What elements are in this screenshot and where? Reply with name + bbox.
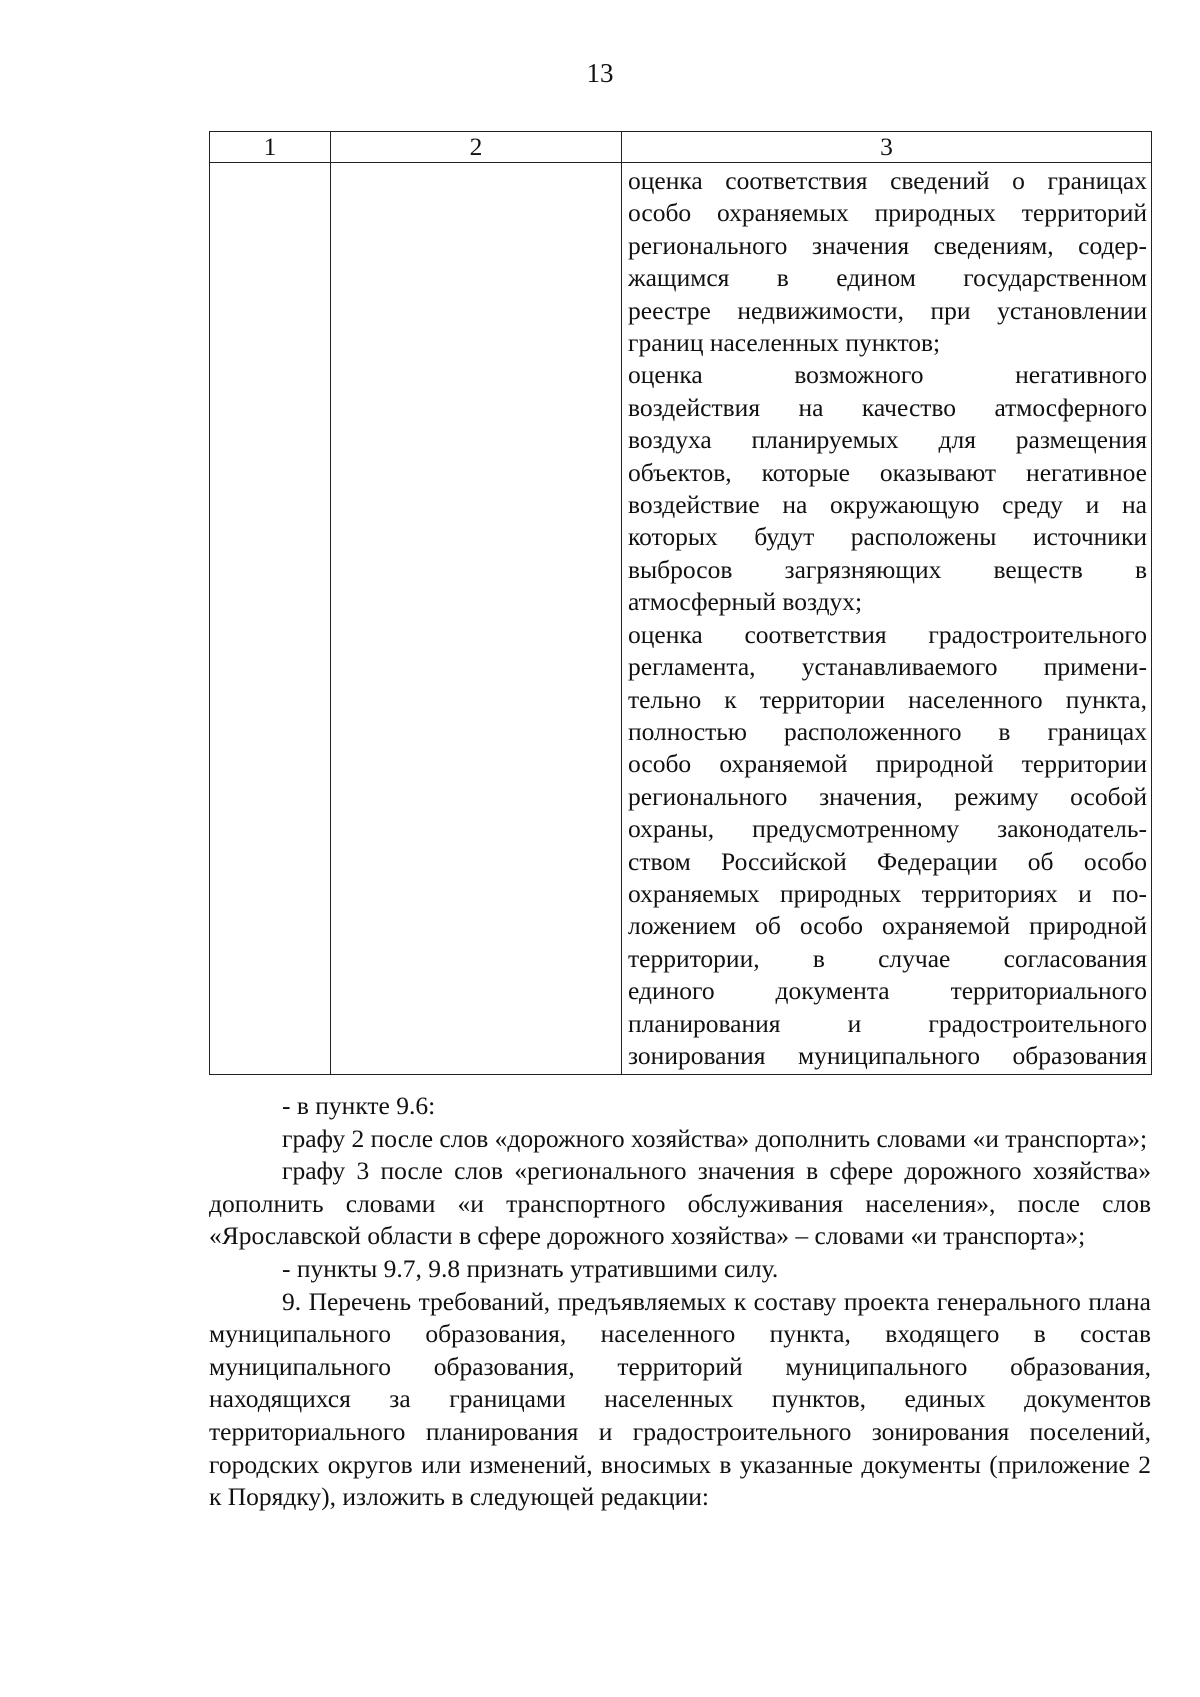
table-cell-line: единого документа территориального	[628, 976, 1147, 1006]
table-cell-line: оценка соответствия сведений о границах	[628, 166, 1147, 195]
table-cell-line: реестре недвижимости, при установлении	[628, 295, 1147, 325]
table-cell-line: воздействия на качество атмосферного	[628, 392, 1147, 422]
cell-col-3	[622, 163, 1152, 1075]
cell-col-3-text	[622, 163, 1151, 1074]
table-cell-line: тельно к территории населенного пункта,	[628, 684, 1147, 714]
requirements-table	[209, 131, 1152, 1075]
table-cell-line: воздуха планируемых для размещения	[628, 425, 1147, 455]
page-number: 13	[586, 58, 614, 88]
paragraph-repeal: - пункты 9.7, 9.8 признать утратившими силу.	[282, 1253, 779, 1283]
table-cell-line: планирования и градостроительного	[628, 1008, 1147, 1038]
body-text	[209, 1090, 1151, 1514]
table-header-row	[210, 132, 1152, 163]
table-cell-line: выбросов загрязняющих веществ в	[628, 554, 1147, 584]
table-cell-line: территории, в случае согласования	[628, 943, 1147, 973]
column-header-2: 2	[331, 132, 622, 163]
table-cell-line: полностью расположенного в границах	[628, 716, 1147, 746]
table-cell-line: границ населенных пунктов;	[628, 328, 941, 358]
table-cell-line: атмосферный воздух;	[628, 587, 863, 617]
cell-col-2	[331, 163, 622, 1075]
table-cell-line: зонирования муниципального образования	[628, 1040, 1147, 1070]
table-cell-line: которых будут расположены источники	[628, 522, 1147, 552]
table-cell-line: жащимся в едином государственном	[628, 263, 1147, 293]
table-cell-line: регионального значения сведениям, содер-	[628, 230, 1147, 260]
table-cell-line: охраны, предусмотренному законодатель-	[628, 814, 1147, 844]
table-cell-line: регионального значения, режиму особой	[628, 781, 1147, 811]
table-cell-line: охраняемых природных территориях и по-	[628, 878, 1147, 908]
table-cell-line: объектов, которые оказывают негативное	[628, 457, 1147, 487]
table-cell-line: особо охраняемой природной территории	[628, 749, 1147, 779]
cell-col-1	[210, 163, 331, 1075]
paragraph-column-2: графу 2 после слов «дорожного хозяйства» дополнить словами «и транспорта»;	[282, 1123, 1148, 1153]
paragraph-point-9-6: - в пункте 9.6:	[282, 1091, 436, 1120]
paragraph-column-3: графу 3 после слов «регионального значения в сфере дорожного хозяйства» дополнить словами «и транспортного обслуживания населения», после слов «Ярославской области в сфере дорожного хозяйства» – словами «и транспорта»;	[209, 1156, 1151, 1251]
table-cell-line: особо охраняемых природных территорий	[628, 198, 1147, 228]
column-header-3: 3	[622, 132, 1152, 163]
table-cell-line: ложением об особо охраняемой природной	[628, 911, 1147, 941]
table-cell-line: воздействие на окружающую среду и на	[628, 490, 1147, 520]
table-cell-line: ством Российской Федерации об особо	[628, 846, 1147, 876]
paragraph-item-9: 9. Перечень требований, предъявляемых к составу проекта генерального плана муниципального образования, населенного пункта, входящего в состав муниципального образования, территорий муниципального образования, находящихся за границами населенных пунктов, единых документов территориального планирования и градостроительного зонирования поселений, городских округов или изменений, вносимых в указанные документы (приложение 2 к Порядку), изложить в следующей редакции:	[209, 1286, 1151, 1512]
table-cell-line: оценка возможного негативного	[628, 360, 1147, 390]
table-row	[210, 163, 1152, 1075]
column-header-1: 1	[210, 132, 331, 163]
table-cell-line: регламента, устанавливаемого примени-	[628, 652, 1147, 682]
table-cell-line: оценка соответствия градостроительного	[628, 619, 1147, 649]
